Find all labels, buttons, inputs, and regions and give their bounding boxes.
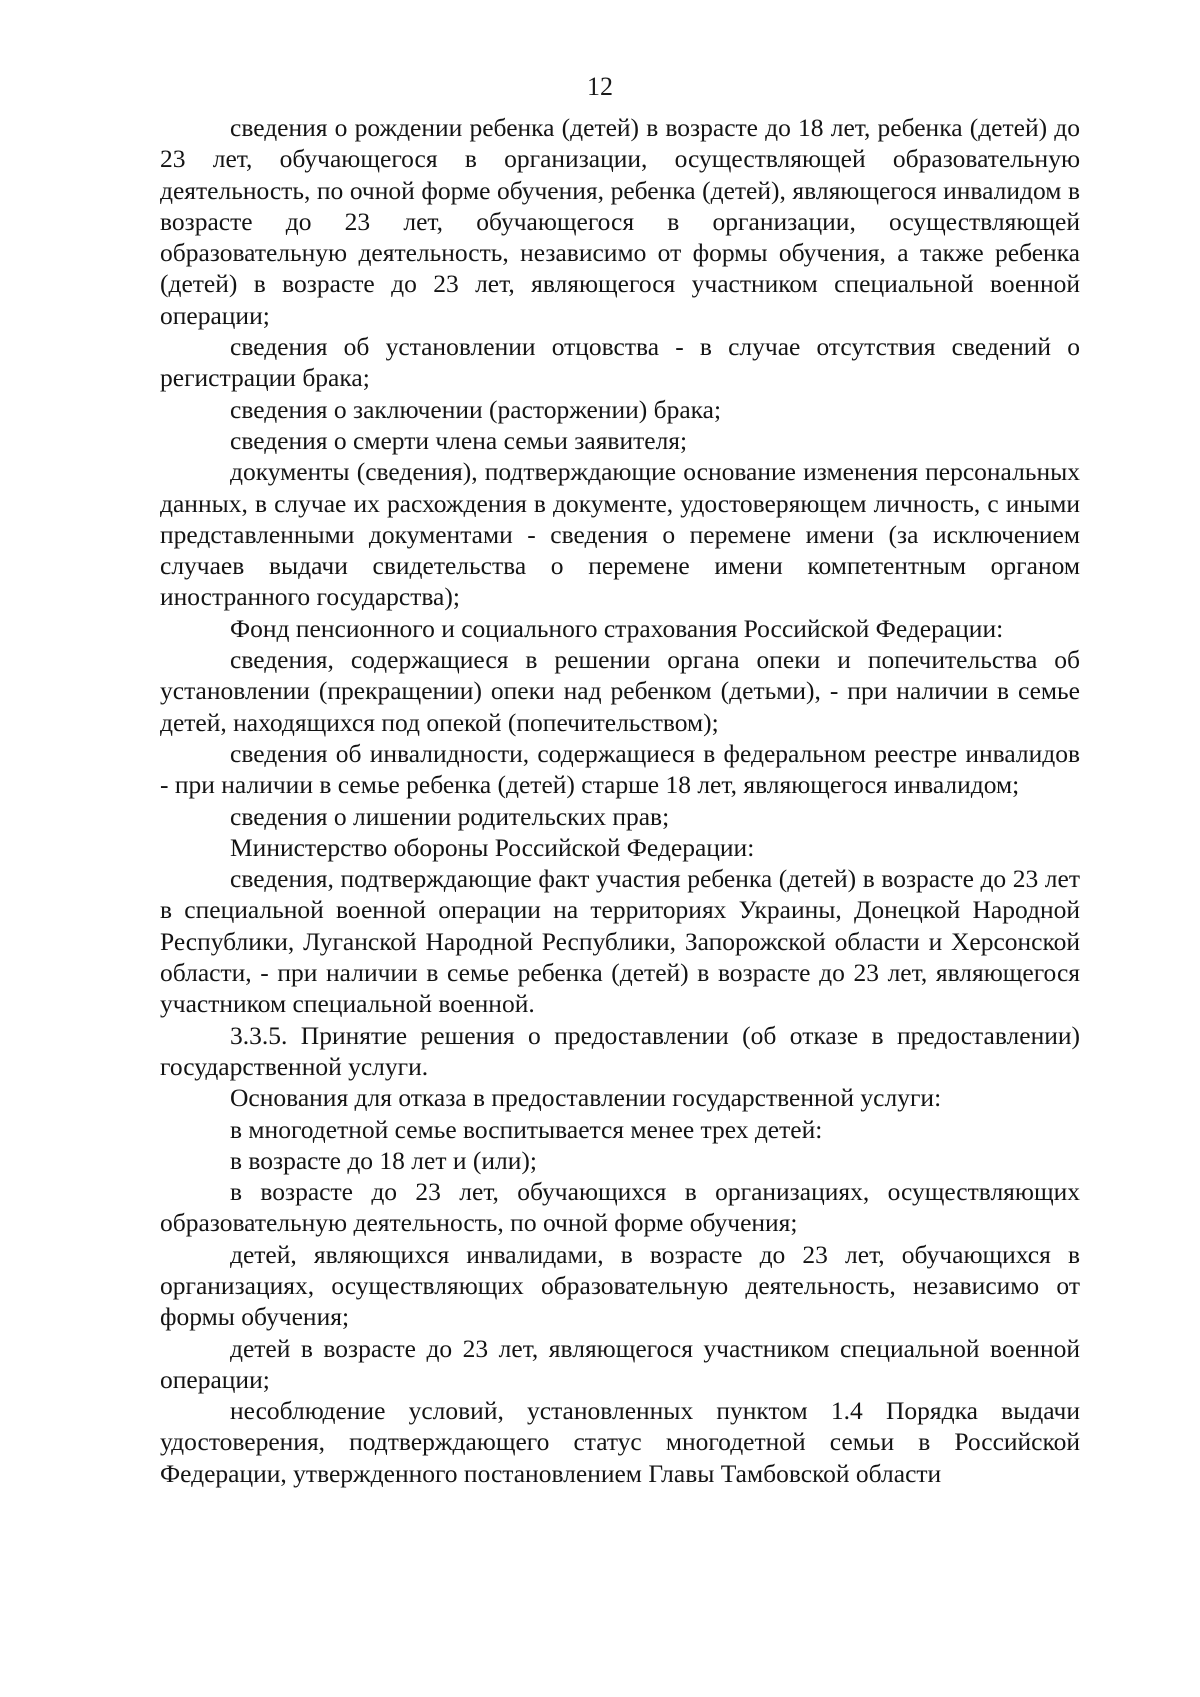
- paragraph: детей, являющихся инвалидами, в возрасте до 23 лет, обучающихся в организациях, осуществляющих образовательную деятельность, независимо от формы обучения;: [160, 1239, 1080, 1332]
- paragraph: детей в возрасте до 23 лет, являющегося участником специальной военной операции;: [160, 1333, 1080, 1394]
- paragraph: сведения о заключении (расторжении) брака;: [230, 394, 722, 424]
- section-paragraph: 3.3.5. Принятие решения о предоставлении (об отказе в предоставлении) государственной услуги.: [160, 1020, 1080, 1081]
- paragraph: сведения, подтверждающие факт участия ребенка (детей) в возрасте до 23 лет в специальной военной операции на территориях Украины, Донецкой Народной Республики, Луганской Народной Республики, Запорожской области и Херсонской области, - при наличии в семье ребенка (детей) в возрасте до 23 лет, являющегося участником специальной военной.: [160, 864, 1080, 1019]
- paragraph: сведения об инвалидности, содержащиеся в федеральном реестре инвалидов - при наличии в семье ребенка (детей) старше 18 лет, являющегося инвалидом;: [160, 738, 1080, 800]
- paragraph: в возрасте до 23 лет, обучающихся в организациях, осуществляющих образовательную деятельность, по очной форме обучения;: [160, 1177, 1080, 1238]
- paragraph: документы (сведения), подтверждающие основание изменения персональных данных, в случае их расхождения в документе, удостоверяющем личность, с иными представленными документами - сведения о перемене имени (за исключением случаев выдачи свидетельства о перемене имени компетентным органом иностранного государства);: [160, 457, 1080, 612]
- paragraph: сведения, содержащиеся в решении органа опеки и попечительства об установлении (прекращении) опеки над ребенком (детьми), - при наличии в семье детей, находящихся под опекой (попечительством);: [160, 645, 1080, 737]
- paragraph: Основания для отказа в предоставлении государственной услуги:: [230, 1083, 942, 1113]
- paragraph: в возрасте до 18 лет и (или);: [230, 1145, 537, 1175]
- paragraph-heading: Фонд пенсионного и социального страхования Российской Федерации:: [230, 613, 1004, 643]
- paragraph: в многодетной семье воспитывается менее трех детей:: [230, 1114, 823, 1144]
- paragraph-heading: Министерство обороны Российской Федерации:: [230, 832, 755, 862]
- paragraph: несоблюдение условий, установленных пунктом 1.4 Порядка выдачи удостоверения, подтверждающего статус многодетной семьи в Российской Федерации, утвержденного постановлением Главы Тамбовской области: [160, 1396, 1080, 1488]
- page-number: 12: [587, 72, 613, 101]
- paragraph: сведения о лишении родительских прав;: [230, 801, 670, 831]
- paragraph: сведения о смерти члена семьи заявителя;: [230, 425, 688, 455]
- paragraph: сведения о рождении ребенка (детей) в возрасте до 18 лет, ребенка (детей) до 23 лет, обучающегося в организации, осуществляющей образовательную деятельность, по очной форме обучения, ребенка (детей), являющегося инвалидом в возрасте до 23 лет, обучающегося в организации, осуществляющей образовательную деятельность, независимо от формы обучения, а также ребенка (детей) в возрасте до 23 лет, являющегося участником специальной военной операции;: [160, 113, 1080, 330]
- paragraph: сведения об установлении отцовства - в случае отсутствия сведений о регистрации брака;: [160, 332, 1080, 393]
- document-body: [160, 112, 1080, 1489]
